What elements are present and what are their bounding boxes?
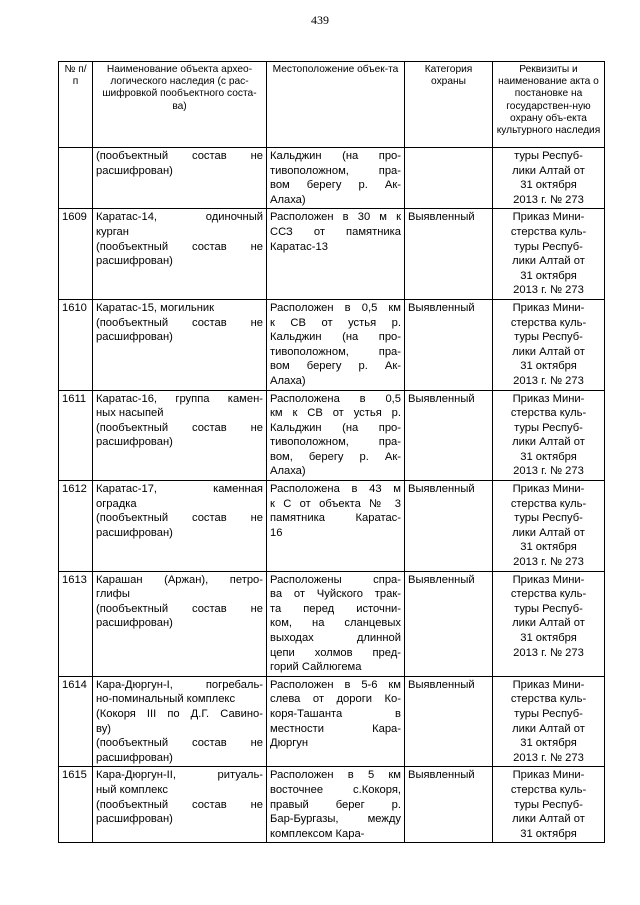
act-line: 2013 г. № 273 [513,646,584,659]
table-header-row [59,62,605,148]
location-line: правый берег р. [270,798,401,811]
location-cell [267,299,405,390]
object-name-line: Карашан (Аржан), петро- [96,573,263,586]
location-line: 16 [270,526,283,539]
location-line: Алаха) [270,193,306,206]
protection-category-cell: Выявленный [405,299,493,390]
table-row [59,209,605,300]
object-name-cell [93,299,267,390]
object-name-line: Каратас-15, могильник [96,301,215,314]
object-name-line: расшифрован) [96,813,173,826]
act-requisites-cell [493,299,605,390]
header-number: № п/п [59,62,93,148]
act-line: стерства куль- [510,225,587,238]
object-name-line: (пообъектный состав не [96,798,263,811]
object-name-line: расшифрован) [96,164,173,177]
act-line: 31 октября [520,827,577,840]
location-line: Расположен в 5-6 км [270,678,401,691]
location-cell [267,571,405,676]
act-line: туры Респуб- [514,602,583,615]
protection-category-cell [405,148,493,209]
act-requisites-cell [493,571,605,676]
page-number: 439 [311,13,329,27]
location-line: местности Кара- [270,722,401,735]
location-line: выходах длинной [270,632,401,644]
act-line: туры Респуб- [514,798,583,811]
object-name-line: курган [96,225,129,238]
object-name-line: (пообъектный состав не [96,512,263,525]
object-name-line: ный комплекс [96,783,168,796]
protection-category-cell: Выявленный [405,209,493,300]
location-line: комплексом Кара- [270,827,365,840]
act-line: лики Алтай от [512,813,585,826]
act-line: Приказ Мини- [512,483,585,496]
row-number [59,148,93,209]
object-name-line: Каратас-14, одиночный [96,211,263,224]
object-name-cell [93,481,267,572]
object-name-cell [93,676,267,767]
object-name-line: (пообъектный состав не [96,150,263,162]
act-line: лики Алтай от [512,255,585,268]
act-line: лики Алтай от [512,164,585,177]
object-name-line: расшифрован) [96,255,173,268]
location-line: Кальджин (на про- [270,150,401,162]
table-row [59,390,605,481]
header-protection-category: Категория охраны [405,62,493,148]
act-line: 2013 г. № 273 [513,465,584,478]
object-name-line: ву) [96,722,112,735]
object-name-line: Кара-Дюргун-II, ритуаль- [96,769,263,782]
location-line: тивоположном, пра- [270,436,401,449]
act-line: стерства куль- [510,497,587,510]
object-name-line: Каратас-16, группа камен- [96,392,263,405]
act-line: 31 октября [520,541,577,554]
protection-category-cell: Выявленный [405,676,493,767]
location-cell [267,481,405,572]
table-row [59,571,605,676]
table-row [59,299,605,390]
act-line: туры Респуб- [514,240,583,253]
act-requisites-cell [493,676,605,767]
object-name-cell [93,767,267,843]
act-line: лики Алтай от [512,436,585,449]
row-number: 1615 [59,767,93,843]
act-line: 2013 г. № 273 [513,284,584,297]
object-name-line: Каратас-17, каменная [96,483,263,496]
act-line: 2013 г. № 273 [513,556,584,569]
act-line: стерства куль- [510,588,587,601]
object-name-line: (пообъектный состав не [96,316,263,329]
location-line: та перед источни- [270,602,401,615]
location-line: Алаха) [270,374,306,387]
object-name-line: Кара-Дюргун-I, погребаль- [96,678,263,691]
object-name-cell [93,390,267,481]
location-line: Кальджин (на про- [270,331,401,344]
protection-category-cell: Выявленный [405,767,493,843]
location-line: Дюргун [270,737,309,750]
location-line: Расположена в 0,5 [270,392,401,405]
object-name-line: расшифрован) [96,751,173,764]
location-line: Расположен в 0,5 км [270,301,401,314]
location-line: тивоположном, пра- [270,345,401,358]
protection-category-cell: Выявленный [405,390,493,481]
location-line: Кальджин (на про- [270,421,401,434]
location-line: Расположена в 43 м [270,483,401,496]
object-name-line: расшифрован) [96,331,173,344]
protection-category-cell: Выявленный [405,481,493,572]
row-number: 1610 [59,299,93,390]
act-line: лики Алтай от [512,617,585,630]
header-object-name: Наименование объекта архео-логического наследия (с рас-шифровкой пообъектного соста-ва) [93,62,267,148]
act-line: Приказ Мини- [512,301,585,314]
act-line: 2013 г. № 273 [513,193,584,206]
object-name-line: расшифрован) [96,617,173,630]
location-line: ССЗ от памятника [270,225,401,238]
act-requisites-cell [493,767,605,843]
location-line: Бар-Бургазы, между [270,813,401,826]
header-act-requisites: Реквизиты и наименование акта о постановке на государствен-ную охрану объ-екта культурного наследия [493,62,605,148]
location-line: вом берегу р. Ак- [270,179,401,192]
location-line: тивоположном, пра- [270,164,401,177]
object-name-line: (пообъектный состав не [96,421,263,434]
location-line: к С от объекта № 3 [270,497,401,510]
act-line: 2013 г. № 273 [513,751,584,764]
location-line: к СВ от устья р. [270,316,401,329]
act-line: 31 октября [520,269,577,282]
header-location: Местоположение объек-та [267,62,405,148]
location-cell [267,209,405,300]
act-line: стерства куль- [510,407,587,420]
location-cell [267,390,405,481]
act-line: туры Респуб- [514,512,583,525]
act-requisites-cell [493,481,605,572]
act-line: лики Алтай от [512,722,585,735]
act-line: туры Респуб- [514,331,583,344]
row-number: 1611 [59,390,93,481]
act-requisites-cell [493,390,605,481]
act-line: 31 октября [520,360,577,373]
act-line: Приказ Мини- [512,211,585,224]
act-line: Приказ Мини- [512,392,585,405]
location-line: ва от Чуйского трак- [270,588,401,601]
act-line: 31 октября [520,737,577,750]
object-name-cell [93,209,267,300]
act-line: 31 октября [520,632,577,644]
table-row [59,767,605,843]
object-name-cell [93,148,267,209]
row-number: 1614 [59,676,93,767]
act-requisites-cell [493,209,605,300]
row-number: 1609 [59,209,93,300]
location-line: восточнее с.Кокоря, [270,783,401,796]
act-line: Приказ Мини- [512,769,585,782]
object-name-line: оградка [96,497,137,510]
location-line: Расположен в 5 км [270,769,401,782]
object-name-line: (Кокоря III по Д.Г. Савино- [96,707,263,720]
object-name-line: ных насыпей [96,407,164,420]
act-line: стерства куль- [510,783,587,796]
object-name-line: расшифрован) [96,436,173,449]
location-line: вом берегу р. Ак- [270,360,401,373]
location-line: памятника Каратас- [270,512,401,525]
location-line: Расположены спра- [270,573,401,586]
object-name-line: глифы [96,588,130,601]
act-line: стерства куль- [510,693,587,706]
table-row [59,148,605,209]
act-line: Приказ Мини- [512,573,585,586]
object-name-cell [93,571,267,676]
location-line: цепи холмов пред- [270,646,401,659]
location-line: вом, берегу р. Ак- [270,450,401,463]
object-name-line: (пообъектный состав не [96,240,263,253]
row-number: 1612 [59,481,93,572]
location-line: Каратас-13 [270,240,328,253]
location-line: слева от дороги Ко- [270,693,401,706]
heritage-register-table [58,61,605,843]
act-line: туры Респуб- [514,421,583,434]
location-line: Алаха) [270,465,306,478]
object-name-line: (пообъектный состав не [96,602,263,615]
act-line: лики Алтай от [512,345,585,358]
location-cell [267,148,405,209]
location-cell [267,676,405,767]
object-name-line: но-поминальный комплекс [96,693,236,706]
location-cell [267,767,405,843]
row-number: 1613 [59,571,93,676]
location-line: Расположен в 30 м к [270,211,401,224]
act-line: Приказ Мини- [512,678,585,691]
protection-category-cell: Выявленный [405,571,493,676]
act-line: 31 октября [520,179,577,192]
act-line: 31 октября [520,450,577,463]
act-line: стерства куль- [510,316,587,329]
act-line: туры Респуб- [514,707,583,720]
location-line: коря-Ташанта в [270,707,401,720]
act-line: лики Алтай от [512,526,585,539]
object-name-line: (пообъектный состав не [96,737,263,750]
location-line: ком, на сланцевых [270,617,401,630]
act-line: 2013 г. № 273 [513,374,584,387]
location-line: горий Сайлюгема [270,661,362,674]
table-row [59,481,605,572]
location-line: км к СВ от устья р. [270,407,401,420]
object-name-line: расшифрован) [96,526,173,539]
act-line: туры Респуб- [514,150,583,162]
table-row [59,676,605,767]
act-requisites-cell [493,148,605,209]
